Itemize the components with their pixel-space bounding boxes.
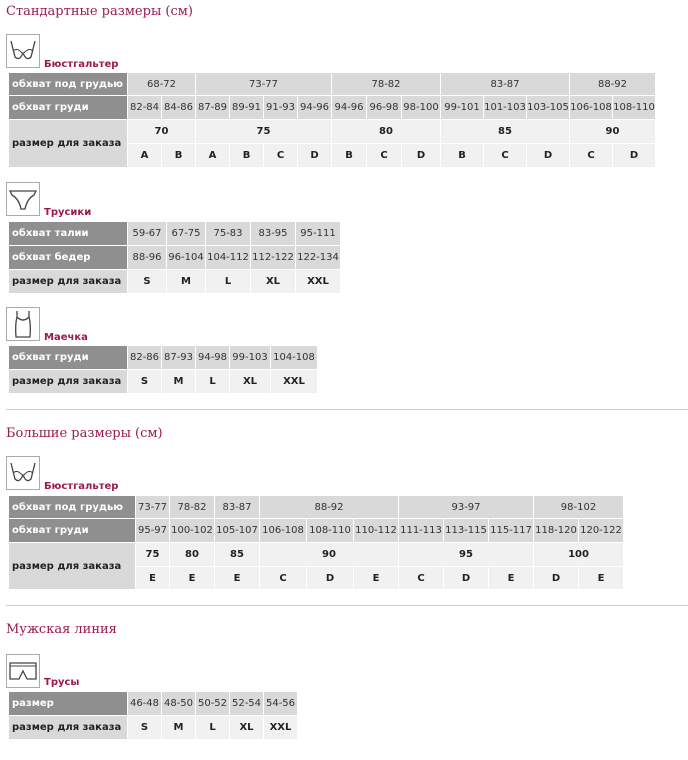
table-cell: 100-102 — [170, 519, 215, 543]
table-cell: E — [136, 567, 170, 590]
table-cell: S — [128, 716, 162, 740]
table-cell: XXL — [271, 370, 318, 394]
product-label-briefs: Трусы — [44, 677, 80, 688]
table-cell: 110-112 — [354, 519, 399, 543]
table-cell: 84-86 — [162, 96, 196, 120]
section-title-standard: Стандартные размеры (см) — [6, 4, 193, 19]
table-cell: 105-107 — [215, 519, 260, 543]
table-cell: 87-89 — [196, 96, 230, 120]
table-cell: C — [260, 567, 307, 590]
table-cell: D — [534, 567, 579, 590]
table-cell: L — [206, 270, 251, 294]
table-cell: 94-98 — [196, 346, 230, 370]
table-cell: 95 — [399, 543, 534, 567]
table-cell: 99-103 — [230, 346, 271, 370]
table-cell: 50-52 — [196, 692, 230, 716]
table-cell: 112-122 — [251, 246, 296, 270]
table-cell: 87-93 — [162, 346, 196, 370]
product-label-top: Маечка — [44, 332, 88, 343]
row-label: обхват бедер — [9, 246, 128, 270]
table-cell: D — [527, 144, 570, 168]
table-cell: 96-104 — [167, 246, 206, 270]
row-label-underbust: обхват под грудью — [9, 73, 128, 96]
row-label: обхват груди — [9, 346, 128, 370]
table-cell: 98-100 — [402, 96, 441, 120]
product-label-bra: Бюстгальтер — [44, 481, 119, 492]
table-cell: L — [196, 716, 230, 740]
bra-icon — [6, 456, 40, 490]
table-cell: 67-75 — [167, 222, 206, 246]
row-label-order-size: размер для заказа — [9, 120, 128, 168]
row-label-order-size: размер для заказа — [9, 543, 136, 590]
table-cell: 54-56 — [264, 692, 298, 716]
row-label-underbust: обхват под грудью — [9, 496, 136, 519]
table-cell: 103-105 — [527, 96, 570, 120]
product-label-panties: Трусики — [44, 207, 92, 218]
table-cell: 82-84 — [128, 96, 162, 120]
table-cell: 46-48 — [128, 692, 162, 716]
table-cell: S — [128, 370, 162, 394]
table-cell: 78-82 — [170, 496, 215, 519]
table-cell: 118-120 — [534, 519, 579, 543]
table-cell: XL — [230, 370, 271, 394]
table-cell: 111-113 — [399, 519, 444, 543]
table-cell: XL — [251, 270, 296, 294]
table-cell: 83-87 — [441, 73, 570, 96]
bra-icon — [6, 34, 40, 68]
table-cell: 89-91 — [230, 96, 264, 120]
table-cell: 113-115 — [444, 519, 489, 543]
table-cell: 75 — [136, 543, 170, 567]
table-cell: 75 — [196, 120, 332, 144]
bra-size-table — [8, 72, 656, 168]
table-cell: 122-134 — [296, 246, 341, 270]
table-cell: 104-112 — [206, 246, 251, 270]
section-title-large: Большие размеры (см) — [6, 426, 163, 441]
table-cell: D — [402, 144, 441, 168]
table-cell: 82-86 — [128, 346, 162, 370]
table-cell: 59-67 — [128, 222, 167, 246]
table-cell: 106-108 — [260, 519, 307, 543]
table-cell: 48-50 — [162, 692, 196, 716]
table-cell: D — [307, 567, 354, 590]
table-cell: 80 — [170, 543, 215, 567]
section-title-men: Мужская линия — [6, 622, 117, 637]
table-cell: C — [484, 144, 527, 168]
table-cell: C — [399, 567, 444, 590]
table-cell: 120-122 — [579, 519, 624, 543]
table-cell: 93-97 — [399, 496, 534, 519]
row-label-order-size: размер для заказа — [9, 370, 128, 394]
table-cell: 75-83 — [206, 222, 251, 246]
table-cell: 101-103 — [484, 96, 527, 120]
large-bra-size-table — [8, 495, 624, 590]
table-cell: 85 — [215, 543, 260, 567]
table-cell: E — [354, 567, 399, 590]
table-cell: C — [367, 144, 402, 168]
row-label: размер — [9, 692, 128, 716]
table-cell: A — [196, 144, 230, 168]
table-cell: 90 — [570, 120, 656, 144]
table-cell: D — [298, 144, 332, 168]
table-cell: 78-82 — [332, 73, 441, 96]
table-cell: 115-117 — [489, 519, 534, 543]
table-cell: M — [162, 716, 196, 740]
table-cell: 83-87 — [215, 496, 260, 519]
row-label-order-size: размер для заказа — [9, 716, 128, 740]
table-cell: E — [489, 567, 534, 590]
row-label-bust: обхват груди — [9, 96, 128, 120]
table-cell: XL — [230, 716, 264, 740]
table-cell: B — [332, 144, 367, 168]
table-cell: 95-97 — [136, 519, 170, 543]
table-cell: 83-95 — [251, 222, 296, 246]
table-cell: 96-98 — [367, 96, 402, 120]
table-cell: C — [570, 144, 613, 168]
table-cell: 73-77 — [196, 73, 332, 96]
section-divider — [6, 409, 688, 410]
panties-size-table — [8, 221, 341, 294]
table-cell: 80 — [332, 120, 441, 144]
table-cell: 98-102 — [534, 496, 624, 519]
table-cell: 91-93 — [264, 96, 298, 120]
product-label-bra: Бюстгальтер — [44, 59, 119, 70]
table-cell: M — [162, 370, 196, 394]
table-cell: L — [196, 370, 230, 394]
briefs-icon — [6, 654, 40, 688]
table-cell: E — [579, 567, 624, 590]
table-cell: XXL — [296, 270, 341, 294]
table-cell: 88-92 — [570, 73, 656, 96]
top-size-table — [8, 345, 318, 394]
table-cell: 94-96 — [298, 96, 332, 120]
table-cell: M — [167, 270, 206, 294]
table-cell: A — [128, 144, 162, 168]
table-cell: C — [264, 144, 298, 168]
table-cell: S — [128, 270, 167, 294]
row-label: обхват талии — [9, 222, 128, 246]
table-cell: 88-92 — [260, 496, 399, 519]
table-cell: 88-96 — [128, 246, 167, 270]
men-briefs-size-table — [8, 691, 298, 740]
table-cell: 104-108 — [271, 346, 318, 370]
table-cell: 70 — [128, 120, 196, 144]
table-cell: 52-54 — [230, 692, 264, 716]
table-cell: 68-72 — [128, 73, 196, 96]
section-divider — [6, 605, 688, 606]
table-cell: 90 — [260, 543, 399, 567]
table-cell: 94-96 — [332, 96, 367, 120]
table-cell: B — [162, 144, 196, 168]
table-cell: 95-111 — [296, 222, 341, 246]
table-cell: E — [215, 567, 260, 590]
row-label-bust: обхват груди — [9, 519, 136, 543]
table-cell: B — [441, 144, 484, 168]
table-cell: 73-77 — [136, 496, 170, 519]
table-cell: 100 — [534, 543, 624, 567]
table-cell: D — [444, 567, 489, 590]
table-cell: 108-110 — [613, 96, 656, 120]
panties-icon — [6, 182, 40, 216]
table-cell: B — [230, 144, 264, 168]
table-cell: D — [613, 144, 656, 168]
table-cell: E — [170, 567, 215, 590]
table-cell: XXL — [264, 716, 298, 740]
table-cell: 99-101 — [441, 96, 484, 120]
table-cell: 85 — [441, 120, 570, 144]
top-icon — [6, 307, 40, 341]
row-label-order-size: размер для заказа — [9, 270, 128, 294]
table-cell: 108-110 — [307, 519, 354, 543]
table-cell: 106-108 — [570, 96, 613, 120]
